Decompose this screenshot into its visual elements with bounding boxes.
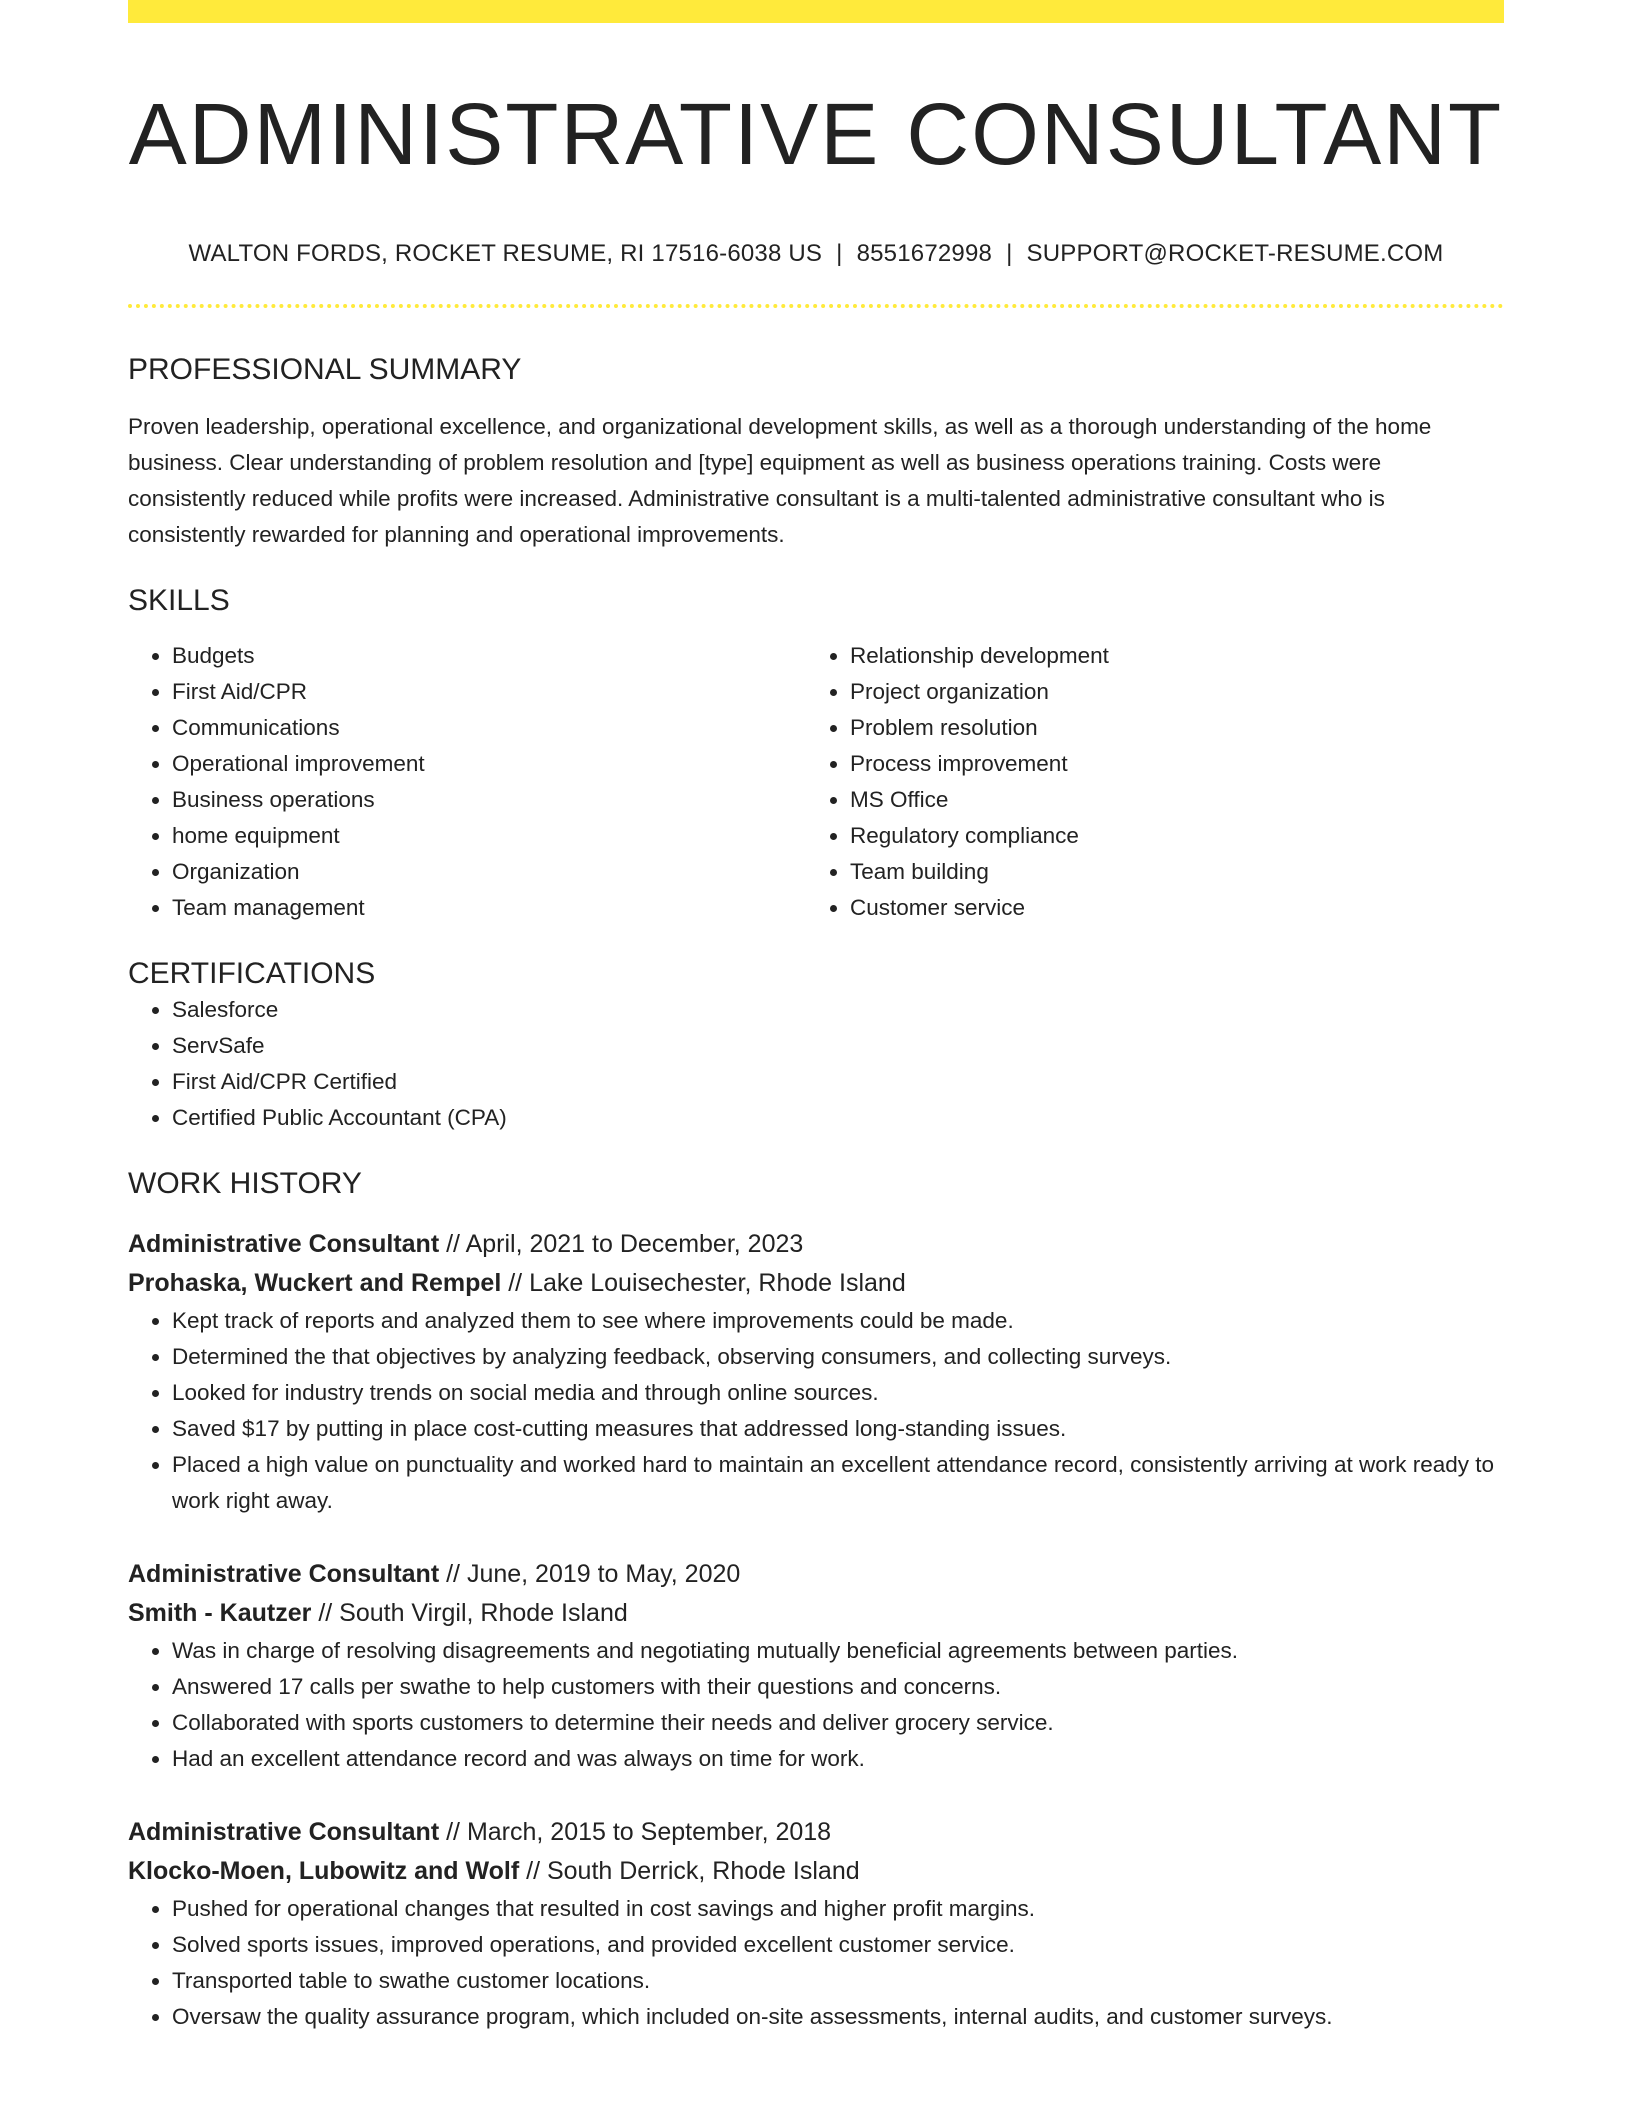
- job-dates: // April, 2021 to December, 2023: [446, 1229, 804, 1258]
- job-role: Administrative Consultant: [128, 1229, 440, 1258]
- resume-name: ADMINISTRATIVE CONSULTANT: [128, 86, 1504, 183]
- section-title-skills: SKILLS: [128, 583, 230, 617]
- job-entry: [128, 1225, 1504, 1519]
- job-bullet: • Pushed for operational changes that resulted in cost savings and higher profit margins.: [172, 1891, 1504, 1927]
- certification-item: • Certified Public Accountant (CPA): [172, 1100, 1504, 1136]
- job-company: Smith - Kautzer: [128, 1598, 312, 1627]
- job-bullets: [128, 1891, 1504, 2035]
- resume-page: [128, 0, 1504, 2035]
- skills-column-right: [806, 638, 1484, 926]
- job-location: // Lake Louisechester, Rhode Island: [508, 1268, 906, 1297]
- job-bullet: • Oversaw the quality assurance program, which included on-site assessments, internal audits, and customer surveys.: [172, 1999, 1504, 2035]
- skill-item: • First Aid/CPR: [172, 674, 806, 710]
- job-bullet: • Collaborated with sports customers to determine their needs and deliver grocery service.: [172, 1705, 1504, 1741]
- skill-item: • Customer service: [850, 890, 1484, 926]
- job-company: Klocko-Moen, Lubowitz and Wolf: [128, 1856, 520, 1885]
- skills-list-right: [806, 638, 1484, 926]
- certification-item: • First Aid/CPR Certified: [172, 1064, 1504, 1100]
- email: SUPPORT@ROCKET-RESUME.COM: [1026, 239, 1444, 267]
- certification-item: • ServSafe: [172, 1028, 1504, 1064]
- job-dates: // March, 2015 to September, 2018: [446, 1817, 832, 1846]
- contact-separator: |: [836, 239, 843, 267]
- contact-separator: |: [1006, 239, 1013, 267]
- job-company: Prohaska, Wuckert and Rempel: [128, 1268, 502, 1297]
- certifications-list: [128, 992, 1504, 1136]
- job-role-line: [128, 1813, 1504, 1852]
- job-role-line: [128, 1555, 1504, 1594]
- job-bullet: • Answered 17 calls per swathe to help customers with their questions and concerns.: [172, 1669, 1504, 1705]
- skill-item: • Business operations: [172, 782, 806, 818]
- job-entry: [128, 1555, 1504, 1777]
- skill-item: • MS Office: [850, 782, 1484, 818]
- job-company-line: [128, 1852, 1504, 1891]
- job-bullet: • Had an excellent attendance record and was always on time for work.: [172, 1741, 1504, 1777]
- job-bullets: [128, 1633, 1504, 1777]
- summary-text: Proven leadership, operational excellence, and organizational development skills, as well as a thorough understanding of the home business. Clear understanding of problem resolution and [type] equipment as well as business operations training. Costs were consistently reduced while profits were increased. Administrative consultant is a multi-talented administrative consultant who is consistently rewarded for planning and operational improvements.: [128, 413, 1432, 547]
- job-role: Administrative Consultant: [128, 1817, 440, 1846]
- job-company-line: [128, 1594, 1504, 1633]
- job-bullet: • Placed a high value on punctuality and worked hard to maintain an excellent attendance record, consistently arriving at work ready to work right away.: [172, 1447, 1504, 1519]
- certification-item: • Salesforce: [172, 992, 1504, 1028]
- job-company-line: [128, 1264, 1504, 1303]
- dotted-divider: [128, 304, 1504, 308]
- job-location: // South Virgil, Rhode Island: [318, 1598, 628, 1627]
- accent-bar: [128, 0, 1504, 23]
- skill-item: • Project organization: [850, 674, 1484, 710]
- job-bullet: • Transported table to swathe customer locations.: [172, 1963, 1504, 1999]
- section-title-work-history: WORK HISTORY: [128, 1166, 362, 1200]
- skills-column-left: [128, 638, 806, 926]
- job-bullet: • Determined the that objectives by analyzing feedback, observing consumers, and collecting surveys.: [172, 1339, 1504, 1375]
- job-entry: [128, 1813, 1504, 2035]
- job-bullet: • Looked for industry trends on social media and through online sources.: [172, 1375, 1504, 1411]
- job-bullet: • Saved $17 by putting in place cost-cutting measures that addressed long-standing issues.: [172, 1411, 1504, 1447]
- job-dates: // June, 2019 to May, 2020: [446, 1559, 741, 1588]
- job-bullet: • Solved sports issues, improved operations, and provided excellent customer service.: [172, 1927, 1504, 1963]
- contact-line: [128, 240, 1504, 268]
- skill-item: • Team building: [850, 854, 1484, 890]
- job-role-line: [128, 1225, 1504, 1264]
- job-bullet: • Was in charge of resolving disagreements and negotiating mutually beneficial agreements between parties.: [172, 1633, 1504, 1669]
- skills-grid: [128, 638, 1504, 926]
- skill-item: • Process improvement: [850, 746, 1484, 782]
- skill-item: • Communications: [172, 710, 806, 746]
- skill-item: • home equipment: [172, 818, 806, 854]
- skill-item: • Relationship development: [850, 638, 1484, 674]
- skill-item: • Operational improvement: [172, 746, 806, 782]
- phone: 8551672998: [856, 239, 993, 267]
- skill-item: • Problem resolution: [850, 710, 1484, 746]
- job-location: // South Derrick, Rhode Island: [526, 1856, 860, 1885]
- job-bullet: • Kept track of reports and analyzed them to see where improvements could be made.: [172, 1303, 1504, 1339]
- address: WALTON FORDS, ROCKET RESUME, RI 17516-6038 US: [188, 239, 823, 267]
- job-bullets: [128, 1303, 1504, 1519]
- job-role: Administrative Consultant: [128, 1559, 440, 1588]
- section-title-summary: PROFESSIONAL SUMMARY: [128, 352, 522, 386]
- skills-list-left: [128, 638, 806, 926]
- skill-item: • Regulatory compliance: [850, 818, 1484, 854]
- skill-item: • Organization: [172, 854, 806, 890]
- section-title-certifications: CERTIFICATIONS: [128, 956, 376, 990]
- skill-item: • Team management: [172, 890, 806, 926]
- skill-item: • Budgets: [172, 638, 806, 674]
